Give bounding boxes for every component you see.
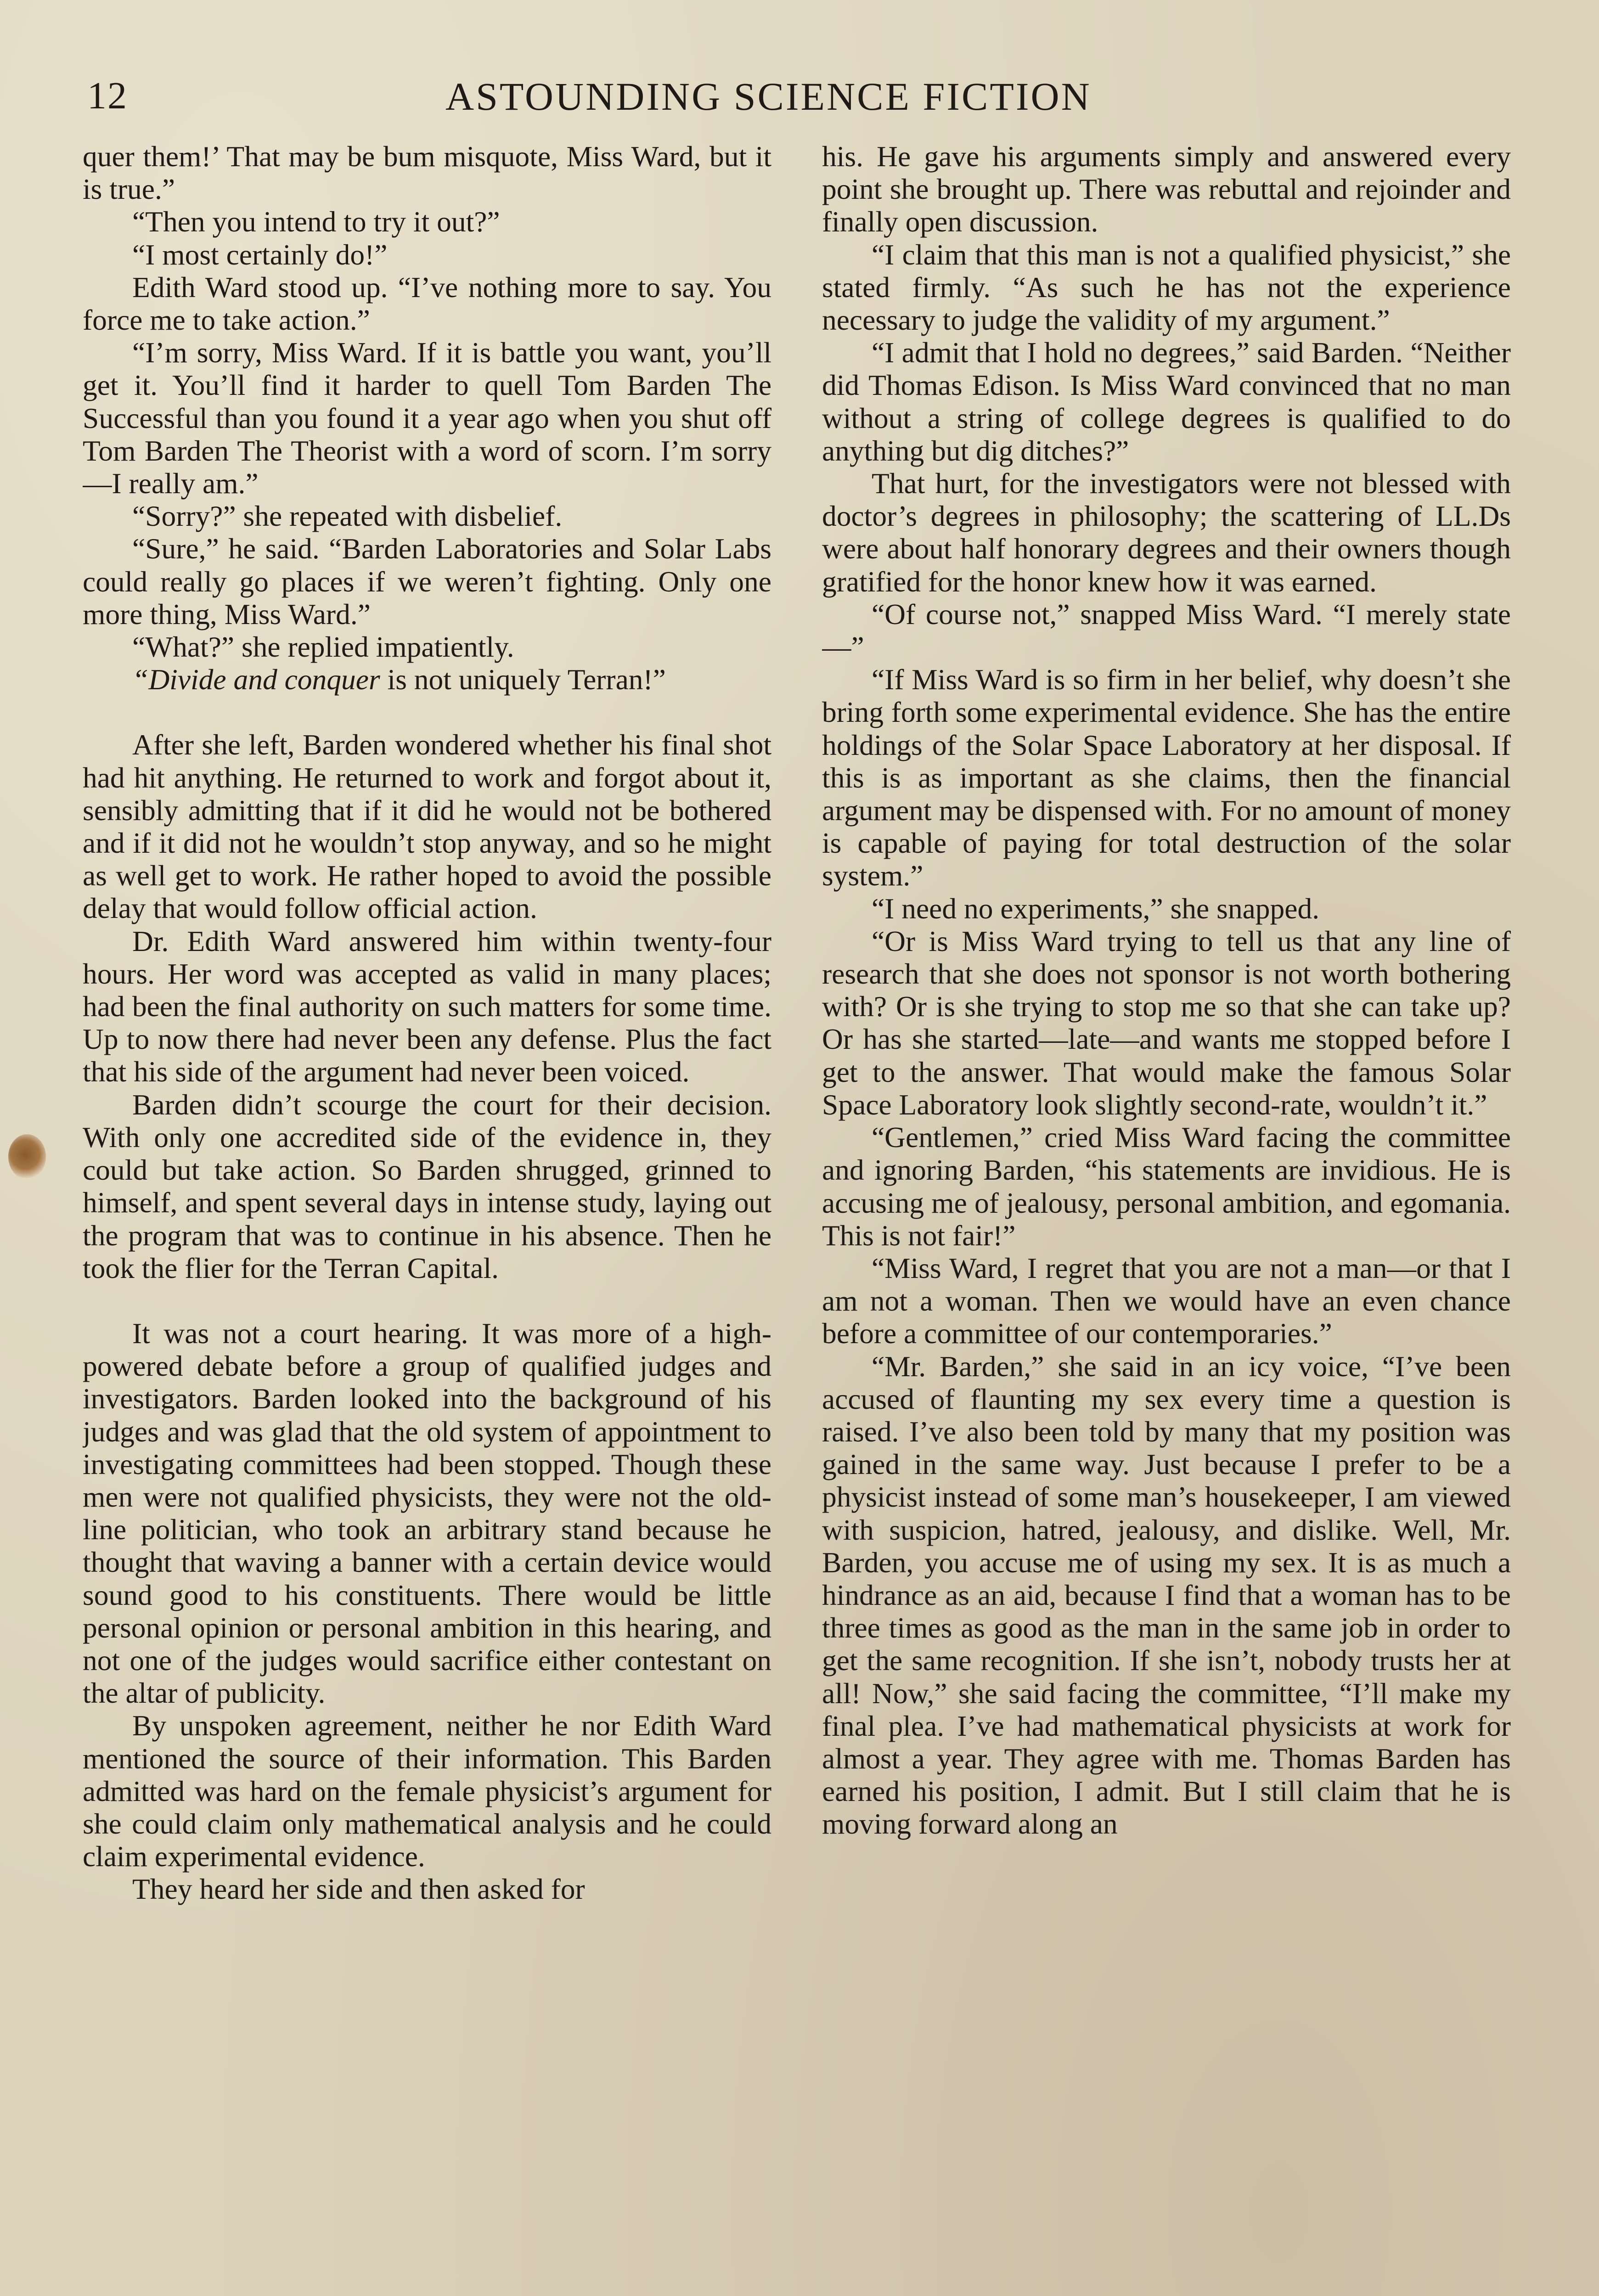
paragraph: They heard her side and then asked for [132, 1873, 585, 1906]
paragraph: That hurt, for the investigators were not blessed with doctor’s degrees in philosophy; the scattering of LL.Ds were about half honorary degrees and their owners though gratified for the honor knew how it was earned. [822, 467, 1511, 598]
paragraph: “I need no experiments,” she snapped. [872, 892, 1320, 925]
paragraph: his. He gave his arguments simply and answered every point she brought up. There was rebuttal and rejoinder and finally open discussion. [822, 140, 1511, 238]
paragraph: Barden didn’t scourge the court for their decision. With only one accredited side of the evidence in, they could but take action. So Barden shrugged, grinned to himself, and spent several days in intense study, laying out the program that was to continue in his absence. Then he took the flier for the Terran Capital. [83, 1088, 771, 1284]
running-head: ASTOUNDING SCIENCE FICTION [445, 74, 1092, 118]
paragraph: By unspoken agreement, neither he nor Edith Ward mentioned the source of their information. This Barden admitted was hard on the female physicist’s argument for she could claim only mathematical analysis and he could claim experimental evidence. [83, 1709, 771, 1873]
italic-phrase: “Divide and conquer [132, 663, 380, 696]
paragraph-italic-quote [83, 663, 771, 696]
paragraph: “Sure,” he said. “Barden Laboratories and Solar Labs could really go places if we weren’t fighting. Only one more thing, Miss Ward.” [83, 532, 771, 630]
paragraph: It was not a court hearing. It was more of a high-powered debate before a group of qualified judges and investigators. Barden looked into the background of his judges and was glad that the old system of appointment to investigating committees had been stopped. Though these men were not qualified physicists, they were not the old-line politician, who took an arbitrary stand because he thought that waving a banner with a certain device would sound good to his constituents. There would be little personal opinion or personal ambition in this hearing, and not one of the judges would sacrifice either contestant on the altar of publicity. [83, 1317, 771, 1710]
paragraph: “Or is Miss Ward trying to tell us that any line of research that she does not sponsor is not worth bothering with? Or is she trying to stop me so that she can take up? Or has she started—late—and wants me stopped before I get to the answer. That would make the famous Solar Space Laboratory look slightly second-rate, wouldn’t it.” [822, 924, 1511, 1121]
paragraph: “I most certainly do!” [132, 238, 388, 271]
paragraph: “If Miss Ward is so firm in her belief, why doesn’t she bring forth some experimental evidence. She has the entire holdings of the Solar Space Laboratory at her disposal. If this is as important as she claims, then the financial argument may be dispensed with. For no amount of money is capable of paying for total destruction of the solar system.” [822, 663, 1511, 892]
paragraph: Dr. Edith Ward answered him within twenty-four hours. Her word was accepted as valid in many places; had been the final authority on such matters for some time. Up to now there had never been any defense. Plus the fact that his side of the argument had never been voiced. [83, 924, 771, 1088]
paragraph: “Mr. Barden,” she said in an icy voice, “I’ve been accused of flaunting my sex every time a question is raised. I’ve also been told by many that my position was gained in the same way. Just because I prefer to be a physicist instead of some man’s housekeeper, I am viewed with suspicion, hatred, jealousy, and dislike. Well, Mr. Barden, you accuse me of using my sex. It is as much a hindrance as an aid, because I find that a woman has to be three times as good as the man in the same job in order to get the same recognition. If she isn’t, nobody trusts her at all! Now,” she said facing the committee, “I’ll make my final plea. I’ve had mathematical physicists at work for almost a year. They agree with me. Thomas Barden has earned his position, I admit. But I still claim that he is moving forward along an [822, 1350, 1511, 1840]
page-number: 12 [87, 74, 128, 117]
paragraph: “I’m sorry, Miss Ward. If it is battle you want, you’ll get it. You’ll find it harder to quell Tom Barden The Successful than you found it a year ago when you shut off Tom Barden The Theorist with a word of scorn. I’m sorry—I really am.” [83, 336, 771, 500]
paragraph: After she left, Barden wondered whether his final shot had hit anything. He returned to work and forgot about it, sensibly admitting that if it did he would not be bothered and if it did not he wouldn’t stop anyway, and so he might as well get to work. He rather hoped to avoid the possible delay that would follow official action. [83, 728, 771, 925]
paper-stain [8, 1134, 46, 1179]
paragraph: quer them!’ That may be bum misquote, Miss Ward, but it is true.” [83, 140, 771, 206]
paragraph: Edith Ward stood up. “I’ve nothing more to say. You force me to take action.” [83, 270, 771, 337]
paragraph: “Sorry?” she repeated with disbelief. [132, 500, 563, 533]
quote-rest: is not uniquely Terran!” [380, 663, 666, 696]
paragraph: “I admit that I hold no degrees,” said Barden. “Neither did Thomas Edison. Is Miss Ward convinced that no man without a string of college degrees is qualified to do anything but dig ditches?” [822, 336, 1511, 467]
page-header [87, 73, 1511, 133]
right-column [822, 140, 1511, 2296]
paragraph: “I claim that this man is not a qualified physicist,” she stated firmly. “As such he has not the experience necessary to judge the validity of my argument.” [822, 238, 1511, 337]
paragraph: “What?” she replied impatiently. [132, 630, 514, 664]
left-column [83, 140, 771, 2296]
paragraph: “Then you intend to try it out?” [132, 205, 500, 238]
paragraph: “Of course not,” snapped Miss Ward. “I merely state—” [822, 597, 1511, 664]
paragraph: “Miss Ward, I regret that you are not a man—or that I am not a woman. Then we would have an even chance before a committee of our contemporaries.” [822, 1251, 1511, 1350]
paragraph: “Gentlemen,” cried Miss Ward facing the committee and ignoring Barden, “his statements are invidious. He is accusing me of jealousy, personal ambition, and egomania. This is not fair!” [822, 1121, 1511, 1252]
